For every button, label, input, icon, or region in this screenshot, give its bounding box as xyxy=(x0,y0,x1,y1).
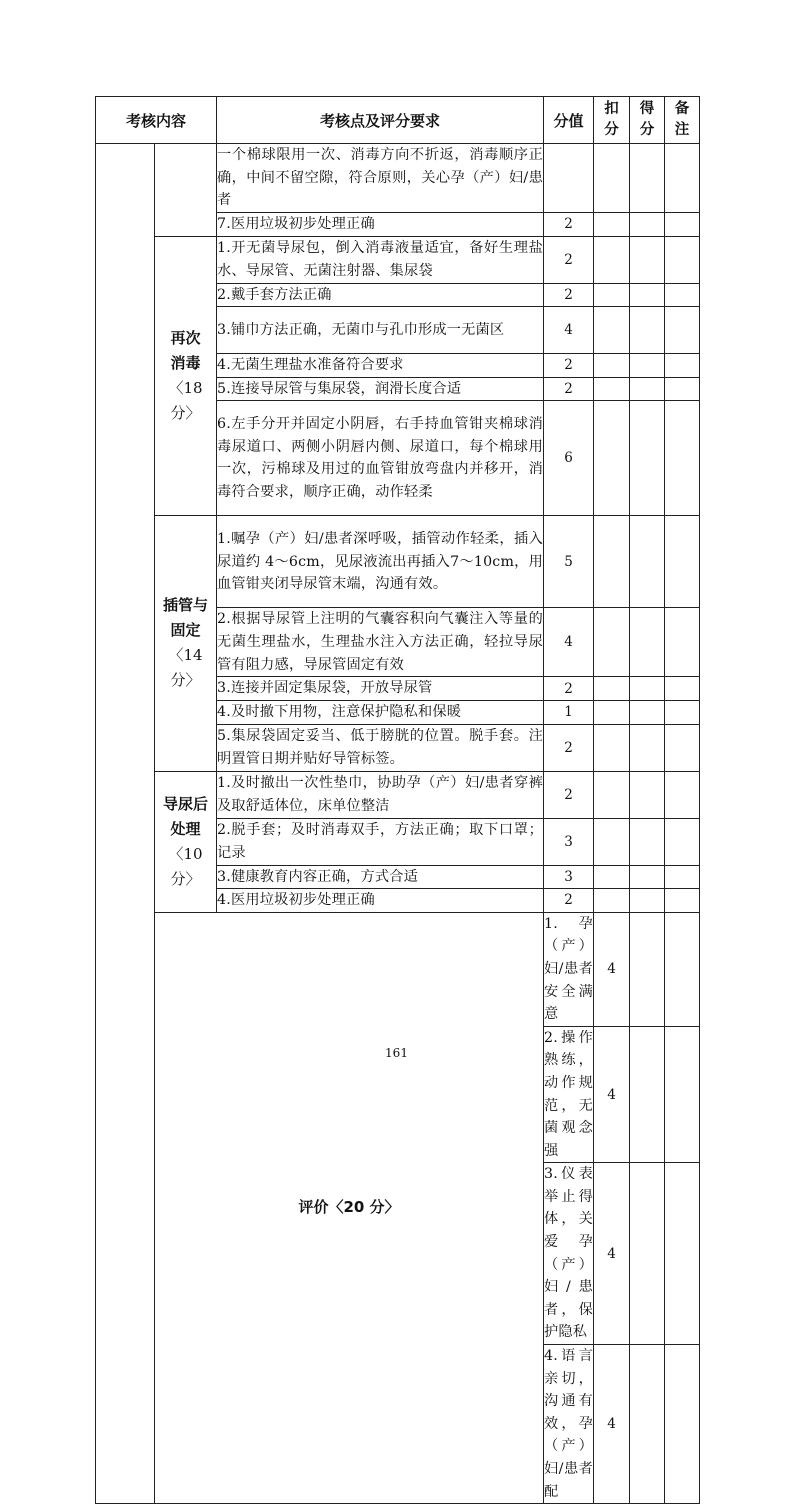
remarks-cell[interactable] xyxy=(665,236,700,283)
deduct-cell[interactable] xyxy=(594,889,630,913)
earned-cell[interactable] xyxy=(630,889,665,913)
deduct-cell[interactable] xyxy=(594,213,630,237)
requirement-text: 4.医用垃圾初步处理正确 xyxy=(217,889,544,913)
earned-cell[interactable] xyxy=(630,700,665,724)
table-row xyxy=(96,144,700,213)
table-row xyxy=(96,236,700,283)
header-score: 分值 xyxy=(544,97,594,144)
score-value: 4 xyxy=(594,912,630,1026)
deduct-cell[interactable] xyxy=(594,354,630,378)
remarks-cell[interactable] xyxy=(665,283,700,307)
earned-cell[interactable] xyxy=(630,236,665,283)
requirement-text: 4.无菌生理盐水准备符合要求 xyxy=(217,354,544,378)
score-value: 2 xyxy=(544,377,594,401)
deduct-cell[interactable] xyxy=(594,677,630,701)
deduct-cell[interactable] xyxy=(594,307,630,354)
score-value: 2 xyxy=(544,771,594,818)
score-value: 1 xyxy=(544,700,594,724)
remarks-cell[interactable] xyxy=(665,144,700,213)
remarks-cell[interactable] xyxy=(665,724,700,771)
remarks-cell[interactable] xyxy=(665,354,700,378)
table-row xyxy=(96,912,700,1026)
deduct-cell[interactable] xyxy=(594,144,630,213)
remarks-cell[interactable] xyxy=(665,608,700,677)
table-row xyxy=(96,771,700,818)
remarks-cell[interactable] xyxy=(665,889,700,913)
deduct-cell[interactable] xyxy=(594,401,630,516)
earned-cell[interactable] xyxy=(665,912,700,1026)
score-value: 4 xyxy=(594,1026,630,1163)
requirement-text: 5.连接导尿管与集尿袋，润滑长度合适 xyxy=(217,377,544,401)
remarks-cell[interactable] xyxy=(665,213,700,237)
requirement-text: 4.语言亲切，沟通有效，孕（产）妇/患者配 xyxy=(544,1345,594,1504)
outer-category-cell xyxy=(96,144,155,1504)
deduct-cell[interactable] xyxy=(630,1163,665,1345)
remarks-cell[interactable] xyxy=(665,401,700,516)
requirement-text: 2.戴手套方法正确 xyxy=(217,283,544,307)
score-value: 4 xyxy=(544,608,594,677)
score-value: 2 xyxy=(544,236,594,283)
deduct-cell[interactable] xyxy=(594,818,630,865)
section-cell-continued xyxy=(155,144,217,237)
score-value: 4 xyxy=(544,307,594,354)
earned-cell[interactable] xyxy=(630,144,665,213)
header-content: 考核内容 xyxy=(96,97,217,144)
score-value: 3 xyxy=(544,865,594,889)
earned-cell[interactable] xyxy=(630,283,665,307)
earned-cell[interactable] xyxy=(630,865,665,889)
requirement-text: 一个棉球限用一次、消毒方向不折返，消毒顺序正确，中间不留空隙，符合原则，关心孕（产）妇/患者 xyxy=(217,144,544,213)
earned-cell[interactable] xyxy=(630,608,665,677)
deduct-cell[interactable] xyxy=(594,700,630,724)
score-value: 3 xyxy=(544,818,594,865)
requirement-text: 3.连接并固定集尿袋，开放导尿管 xyxy=(217,677,544,701)
remarks-cell[interactable] xyxy=(665,700,700,724)
score-value: 4 xyxy=(594,1163,630,1345)
remarks-cell[interactable] xyxy=(665,677,700,701)
earned-cell[interactable] xyxy=(630,377,665,401)
earned-cell[interactable] xyxy=(630,771,665,818)
remarks-cell[interactable] xyxy=(665,307,700,354)
earned-cell[interactable] xyxy=(630,307,665,354)
score-value: 6 xyxy=(544,401,594,516)
deduct-cell[interactable] xyxy=(594,865,630,889)
score-value: 5 xyxy=(544,516,594,608)
page-number: 161 xyxy=(385,1046,408,1060)
score-value: 2 xyxy=(544,213,594,237)
score-value: 2 xyxy=(544,354,594,378)
requirement-text: 4.及时撤下用物，注意保护隐私和保暖 xyxy=(217,700,544,724)
header-requirements: 考核点及评分要求 xyxy=(217,97,544,144)
deduct-cell[interactable] xyxy=(594,377,630,401)
section-cell-aftercare: 导尿后 处理 〈10 分〉 xyxy=(155,771,217,912)
earned-cell[interactable] xyxy=(630,354,665,378)
earned-cell[interactable] xyxy=(630,724,665,771)
table-row xyxy=(96,516,700,608)
deduct-cell[interactable] xyxy=(594,283,630,307)
earned-cell[interactable] xyxy=(630,516,665,608)
remarks-cell[interactable] xyxy=(665,771,700,818)
requirement-text: 3.铺巾方法正确，无菌巾与孔巾形成一无菌区 xyxy=(217,307,544,354)
remarks-cell[interactable] xyxy=(665,818,700,865)
section-cell-redisinfect: 再次 消毒 〈18 分〉 xyxy=(155,236,217,516)
deduct-cell[interactable] xyxy=(594,724,630,771)
header-deduct: 扣 分 xyxy=(594,97,630,144)
assessment-table xyxy=(95,96,700,1504)
score-value: 4 xyxy=(594,1345,630,1504)
requirement-text: 3.健康教育内容正确，方式合适 xyxy=(217,865,544,889)
deduct-cell[interactable] xyxy=(630,912,665,1026)
earned-cell[interactable] xyxy=(665,1163,700,1345)
requirement-text: 6.左手分开并固定小阴唇，右手持血管钳夹棉球消毒尿道口、两侧小阴唇内侧、尿道口，每个棉球用一次，污棉球及用过的血管钳放弯盘内并移开，消毒符合要求，顺序正确，动作轻柔 xyxy=(217,401,544,516)
earned-cell[interactable] xyxy=(665,1345,700,1504)
deduct-cell[interactable] xyxy=(594,236,630,283)
requirement-text: 1.嘱孕（产）妇/患者深呼吸，插管动作轻柔，插入尿道约 4～6cm，见尿液流出再插入7～10cm，用血管钳夹闭导尿管末端，沟通有效。 xyxy=(217,516,544,608)
earned-cell[interactable] xyxy=(630,401,665,516)
header-remarks: 备 注 xyxy=(665,97,700,144)
requirement-text: 2.操作熟练，动作规范，无菌观念强 xyxy=(544,1026,594,1163)
deduct-cell[interactable] xyxy=(594,771,630,818)
requirement-text: 2.脱手套；及时消毒双手，方法正确；取下口罩；记录 xyxy=(217,818,544,865)
remarks-cell[interactable] xyxy=(665,865,700,889)
remarks-cell[interactable] xyxy=(665,516,700,608)
score-value: 2 xyxy=(544,283,594,307)
earned-cell[interactable] xyxy=(630,818,665,865)
requirement-text: 3.仪表举止得体，关爱孕（产）妇/患者，保护隐私 xyxy=(544,1163,594,1345)
remarks-cell[interactable] xyxy=(665,377,700,401)
deduct-cell[interactable] xyxy=(594,608,630,677)
score-value: 2 xyxy=(544,724,594,771)
requirement-text: 2.根据导尿管上注明的气囊容积向气囊注入等量的无菌生理盐水，生理盐水注入方法正确，轻拉导尿管有阻力感，导尿管固定有效 xyxy=(217,608,544,677)
requirement-text: 7.医用垃圾初步处理正确 xyxy=(217,213,544,237)
deduct-cell[interactable] xyxy=(594,516,630,608)
deduct-cell[interactable] xyxy=(630,1345,665,1504)
earned-cell[interactable] xyxy=(630,677,665,701)
header-earned: 得 分 xyxy=(630,97,665,144)
section-cell-evaluation: 评价〈20 分〉 xyxy=(155,912,544,1503)
requirement-text: 1.孕（产）妇/患者安全满意 xyxy=(544,912,594,1026)
score-value xyxy=(544,144,594,213)
requirement-text: 5.集尿袋固定妥当、低于膀胱的位置。脱手套。注明置管日期并贴好导管标签。 xyxy=(217,724,544,771)
requirement-text: 1.开无菌导尿包，倒入消毒液量适宜，备好生理盐水、导尿管、无菌注射器、集尿袋 xyxy=(217,236,544,283)
score-value: 2 xyxy=(544,889,594,913)
score-value: 2 xyxy=(544,677,594,701)
section-cell-catheterize: 插管与 固定 〈14 分〉 xyxy=(155,516,217,771)
earned-cell[interactable] xyxy=(630,213,665,237)
table-header-row xyxy=(96,97,700,144)
requirement-text: 1.及时撤出一次性垫巾，协助孕（产）妇/患者穿裤及取舒适体位，床单位整洁 xyxy=(217,771,544,818)
